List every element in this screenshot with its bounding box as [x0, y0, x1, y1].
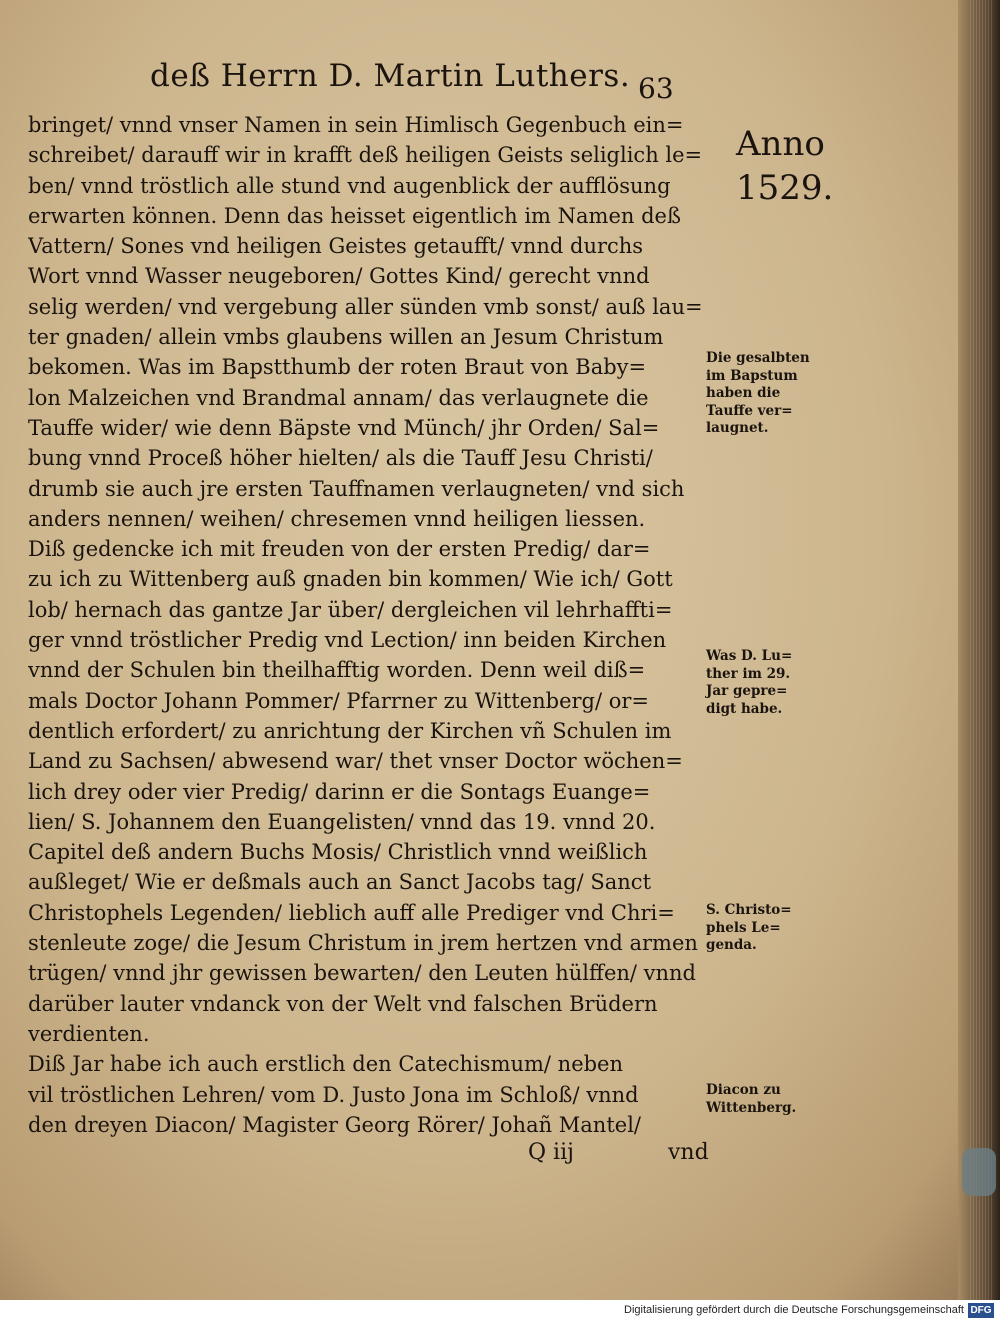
text-line: trügen/ vnnd jhr gewissen bewarten/ den Leuten hülffen/ vnnd	[28, 961, 697, 986]
page-edge-stack	[958, 0, 1000, 1300]
margin-year-value: 1529.	[736, 168, 834, 208]
margin-note-line: digt habe.	[706, 700, 783, 717]
margin-note-line: im Bapstum	[706, 367, 798, 384]
text-line: Land zu Sachsen/ abwesend war/ thet vnser Doctor wöchen=	[28, 749, 683, 774]
text-line: Vattern/ Sones vnd heiligen Geistes getaufft/ vnnd durchs	[28, 234, 644, 259]
text-line: zu ich zu Wittenberg auß gnaden bin kommen/ Wie ich/ Gott	[28, 567, 673, 592]
margin-note-line: Was D. Lu=	[706, 648, 793, 664]
funding-credit: Digitalisierung gefördert durch die Deutsche Forschungsgemeinschaft	[624, 1304, 964, 1316]
margin-note-line: Jar gepre=	[706, 683, 788, 699]
margin-note-line: Diacon zu	[706, 1082, 781, 1098]
text-line: lien/ S. Johannem den Euangelisten/ vnnd das 19. vnnd 20.	[28, 809, 656, 834]
margin-note-line: phels Le=	[706, 919, 781, 936]
text-line: lich drey oder vier Predig/ darinn er die Sontags Euange=	[28, 779, 651, 804]
margin-note-line: Wittenberg.	[706, 1099, 797, 1116]
text-line: den dreyen Diacon/ Magister Georg Rörer/ Johañ Mantel/	[28, 1112, 641, 1137]
text-line: außleget/ Wie er deßmals auch an Sanct Jacobs tag/ Sanct	[28, 870, 652, 895]
text-line: anders nennen/ weihen/ chresemen vnnd heiligen liessen.	[28, 506, 646, 531]
text-line: bringet/ vnnd vnser Namen in sein Himlisch Gegenbuch ein=	[28, 113, 684, 137]
running-header: deß Herrn D. Martin Luthers.	[150, 58, 631, 94]
text-line: lob/ hernach das gantze Jar über/ dergleichen vil lehrhaffti=	[28, 597, 673, 622]
margin-note-luther-1529	[706, 648, 838, 718]
main-text-block	[28, 110, 708, 1140]
text-line: Tauffe wider/ wie denn Bäpste vnd Münch/ jhr Orden/ Sal=	[28, 415, 660, 440]
text-line: Christophels Legenden/ lieblich auff alle Prediger vnd Chri=	[28, 900, 675, 925]
margin-note-line: ther im 29.	[706, 665, 791, 682]
text-line: ben/ vnnd tröstlich alle stund vnd augenblick der aufflösung	[28, 173, 671, 198]
text-line: drumb sie auch jre ersten Tauffnamen verlaugneten/ vnd sich	[28, 476, 685, 501]
text-line: darüber lauter vndanck von der Welt vnd falschen Brüdern	[28, 991, 658, 1016]
text-line: vil tröstlichen Lehren/ vom D. Justo Jona im Schloß/ vnnd	[28, 1082, 639, 1107]
text-line: Wort vnnd Wasser neugeboren/ Gottes Kind/ gerecht vnnd	[28, 264, 650, 289]
page-footer	[28, 1140, 708, 1172]
text-line: lon Malzeichen vnd Brandmal annam/ das verlaugnete die	[28, 385, 649, 410]
text-line: schreibet/ darauff wir in krafft deß heiligen Geists seliglich le=	[28, 143, 703, 168]
margin-note-diacon	[706, 1082, 838, 1117]
text-line: vnnd der Schulen bin theilhafftig worden. Denn weil diß=	[28, 658, 646, 683]
text-line: bung vnnd Proceß höher hielten/ als die Tauff Jesu Christi/	[28, 446, 653, 471]
margin-note-line: genda.	[706, 937, 757, 953]
page-number: 63	[638, 72, 674, 105]
margin-note-line: laugnet.	[706, 420, 769, 436]
margin-year	[736, 122, 836, 210]
text-line: ter gnaden/ allein vmbs glaubens willen an Jesum Christum	[28, 325, 664, 350]
margin-year-label: Anno	[736, 124, 825, 164]
margin-note-line: haben die	[706, 385, 781, 401]
margin-note-line: Tauffe ver=	[706, 402, 793, 419]
text-line: verdienten.	[28, 1021, 150, 1046]
text-line: Capitel deß andern Buchs Mosis/ Christlich vnnd weißlich	[28, 840, 648, 865]
text-line: dentlich erfordert/ zu anrichtung der Kirchen vñ Schulen im	[28, 718, 672, 743]
text-line: stenleute zoge/ die Jesum Christum in jrem hertzen vnd armen	[28, 931, 698, 956]
dfg-logo: DFG	[968, 1303, 994, 1318]
text-line: erwarten können. Denn das heisset eigentlich im Namen deß	[28, 203, 681, 228]
credit-bar	[0, 1300, 1000, 1322]
text-line: bekomen. Was im Bapstthumb der roten Braut von Baby=	[28, 355, 647, 380]
signature-mark: Q iij	[528, 1140, 574, 1165]
text-line: mals Doctor Johann Pommer/ Pfarrner zu Wittenberg/ or=	[28, 688, 650, 713]
catchword: vnd	[668, 1140, 709, 1165]
clip-mark	[962, 1148, 996, 1196]
text-line: selig werden/ vnd vergebung aller sünden vmb sonst/ auß lau=	[28, 294, 703, 319]
text-line: ger vnnd tröstlicher Predig vnd Lection/ inn beiden Kirchen	[28, 628, 667, 653]
margin-note-tauffe	[706, 350, 838, 438]
margin-note-line: Die gesalbten	[706, 350, 810, 366]
page-edge-lines	[970, 0, 994, 1300]
text-line: Diß gedencke ich mit freuden von der ersten Predig/ dar=	[28, 537, 651, 562]
margin-note-christophel	[706, 902, 838, 955]
text-line: Diß Jar habe ich auch erstlich den Catechismum/ neben	[28, 1052, 624, 1077]
margin-note-line: S. Christo=	[706, 902, 792, 918]
